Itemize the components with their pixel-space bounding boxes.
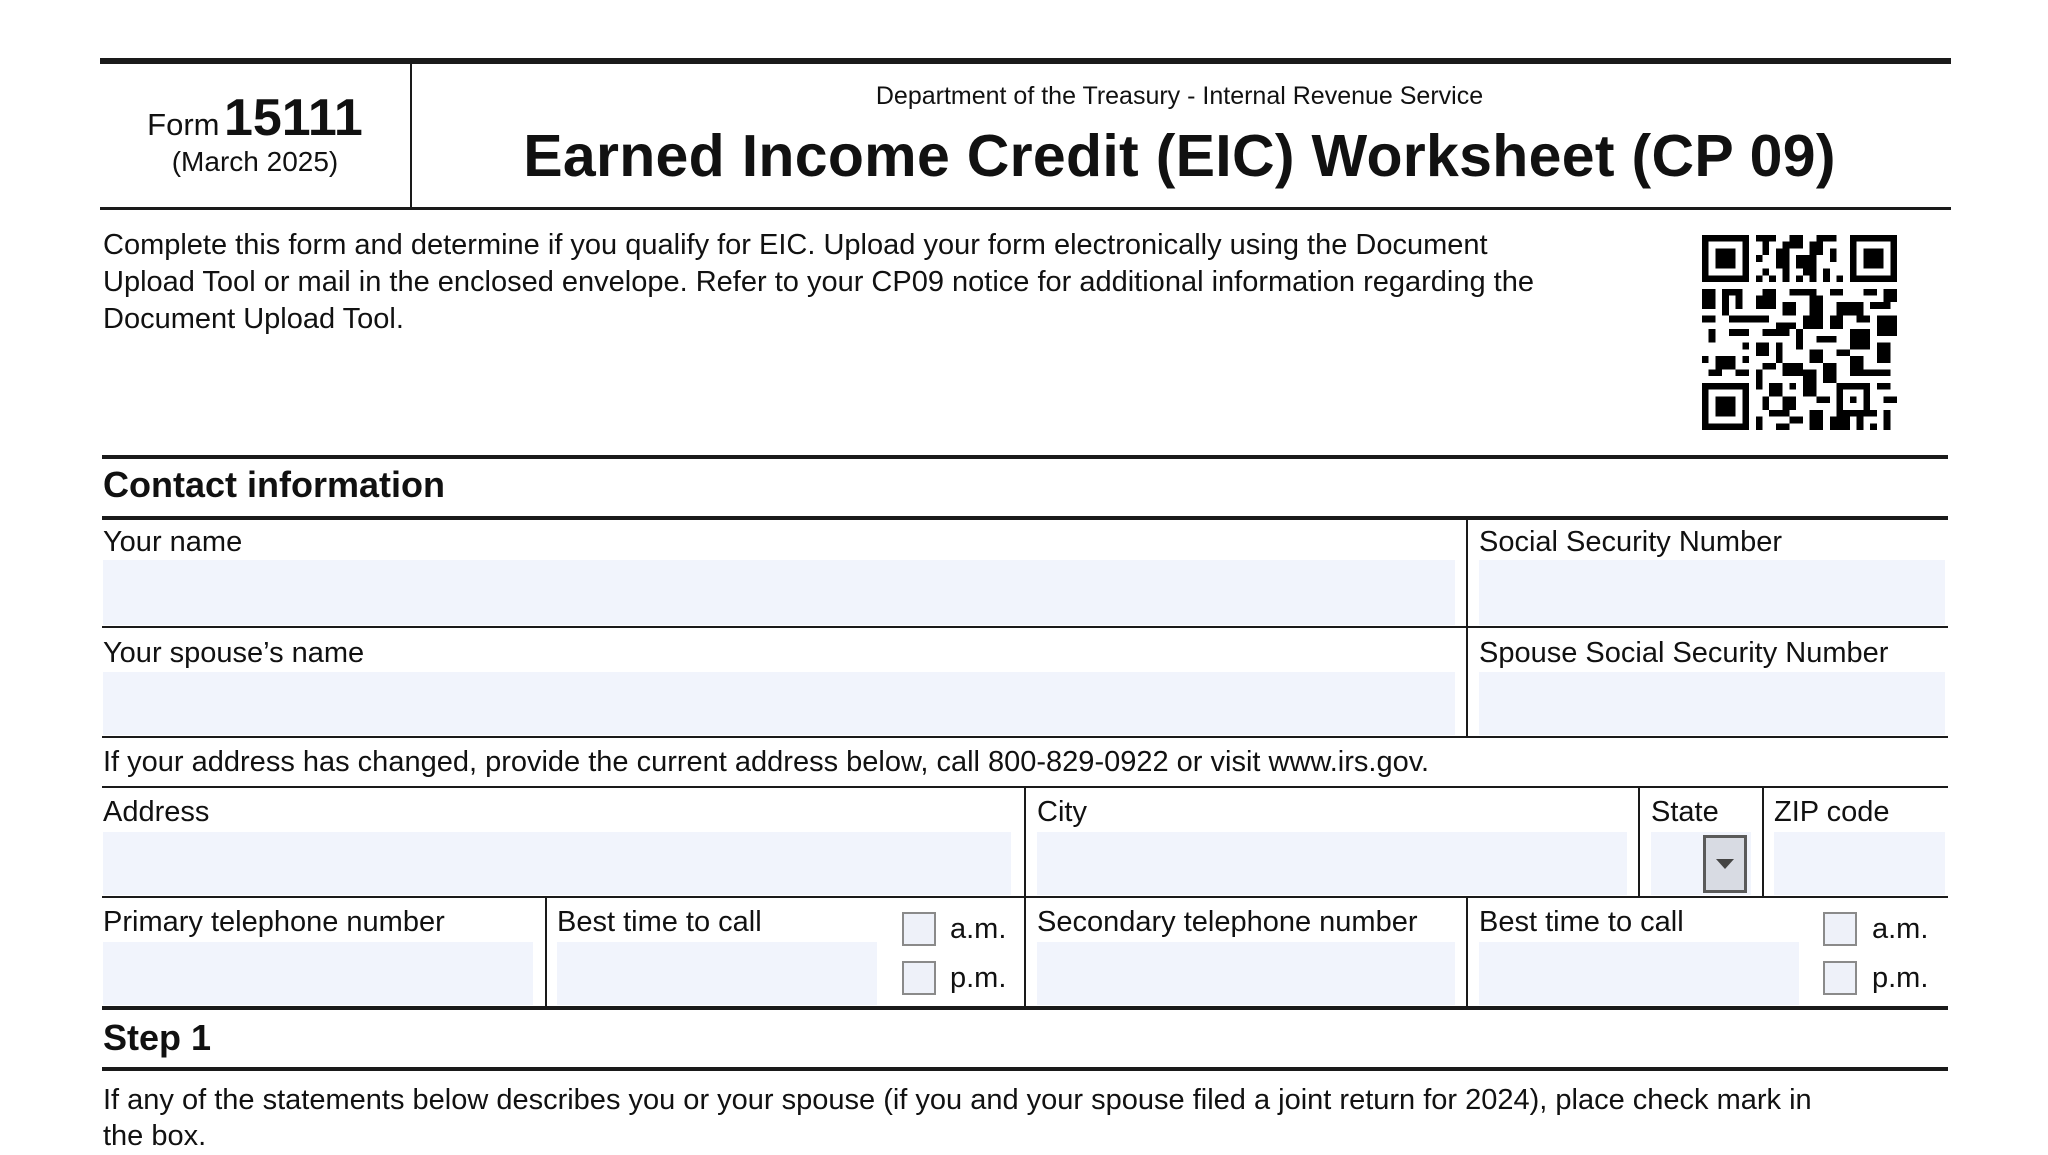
primary-am-label: a.m. [950,913,1007,945]
intro-line-2: Upload Tool or mail in the enclosed envelope. Refer to your CP09 notice for additional information regarding the [103,266,1534,298]
secondary-best-time-input[interactable] [1479,942,1799,1005]
secondary-pm-label: p.m. [1872,962,1929,994]
chevron-down-icon [1716,859,1734,869]
contact-top-rule [102,455,1948,459]
form-prefix: Form [147,107,220,142]
ssn-label: Social Security Number [1479,526,1782,558]
top-rule [100,58,1951,64]
spouse-ssn-label: Spouse Social Security Number [1479,637,1889,669]
form-number: 15111 [223,89,363,147]
address-change-note: If your address has changed, provide the current address below, call 800-829-0922 or visit www.irs.gov. [103,746,1430,778]
step1-instructions-line-2: the box. [103,1120,207,1152]
agency-name: Department of the Treasury - Internal Revenue Service [875,82,1484,110]
your-name-label: Your name [103,526,243,558]
primary-phone-label: Primary telephone number [103,906,445,938]
address-label: Address [103,796,210,828]
intro-line-1: Complete this form and determine if you qualify for EIC. Upload your form electronically using the Document [103,229,1488,261]
qr-code-icon [1702,235,1897,430]
state-dropdown-button[interactable] [1703,835,1747,893]
state-label: State [1651,796,1719,828]
city-label: City [1037,796,1087,828]
step1-heading: Step 1 [103,1017,212,1058]
secondary-pm-checkbox[interactable] [1823,961,1857,995]
primary-pm-checkbox[interactable] [902,961,936,995]
secondary-besttime-divider [1466,897,1468,1009]
phone-besttime-divider [545,897,547,1009]
secondary-phone-input[interactable] [1037,942,1455,1005]
secondary-best-time-label: Best time to call [1479,906,1684,938]
primary-phone-input[interactable] [103,942,533,1005]
city-state-divider [1638,787,1640,897]
ssn-input[interactable] [1479,560,1945,625]
address-city-divider [1024,787,1026,1009]
header-bottom-rule [100,207,1951,210]
your-name-input[interactable] [103,560,1455,625]
contact-heading-rule [102,516,1948,520]
contact-bottom-rule [102,1006,1948,1010]
page-title: Earned Income Credit (EIC) Worksheet (CP 09) [523,123,1836,189]
spouse-ssn-input[interactable] [1479,672,1945,735]
primary-pm-label: p.m. [950,962,1007,994]
intro-line-3: Document Upload Tool. [103,303,404,335]
secondary-am-checkbox[interactable] [1823,912,1857,946]
zip-label: ZIP code [1774,796,1890,828]
contact-heading: Contact information [103,464,445,505]
city-input[interactable] [1037,832,1627,895]
zip-input[interactable] [1774,832,1945,895]
spouse-name-input[interactable] [103,672,1455,735]
address-input[interactable] [103,832,1011,895]
state-zip-divider [1762,787,1764,897]
secondary-phone-label: Secondary telephone number [1037,906,1418,938]
spouse-name-label: Your spouse’s name [103,637,365,669]
form-id-block [100,88,410,148]
row-rule-4 [102,896,1948,898]
primary-am-checkbox[interactable] [902,912,936,946]
step1-rule [102,1067,1948,1071]
step1-instructions-line-1: If any of the statements below describes you or your spouse (if you and your spouse filed a joint return for 2024), place check mark in [103,1084,1812,1116]
primary-best-time-input[interactable] [557,942,877,1005]
primary-best-time-label: Best time to call [557,906,762,938]
row-rule-1 [102,626,1948,628]
form-revision: (March 2025) [171,146,339,177]
secondary-am-label: a.m. [1872,913,1929,945]
row-rule-2 [102,736,1948,738]
